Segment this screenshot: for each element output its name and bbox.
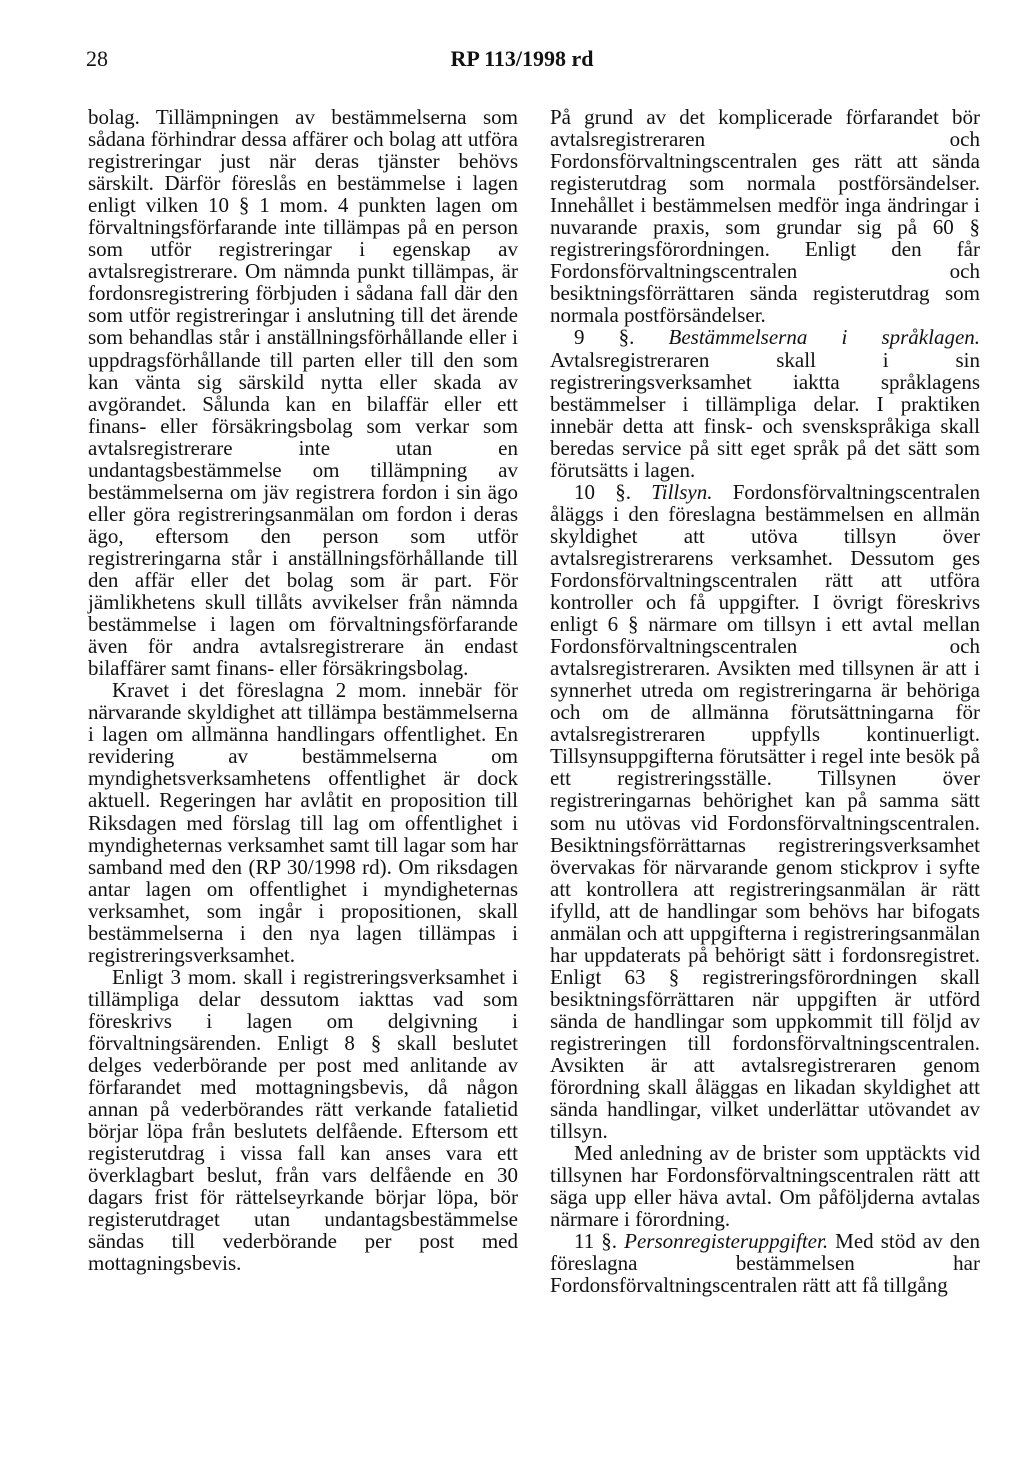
section-11-body: Med stöd av den föreslagna bestämmelsen har Fordonsförvaltningscentralen rätt att få tillgång: [550, 1229, 981, 1298]
left-paragraph-2: Kravet i det föreslagna 2 mom. innebär för närvarande skyldighet att tillämpa bestämmelserna i lagen om allmänna handlingars offentlighet. En revidering av bestämmelserna om myndighetsverksamhetens offentlighet är dock aktuell. Regeringen har avlåtit en proposition till Riksdagen med förslag till lag om offentlighet i myndigheternas verksamhet samt till lagar som har samband med den (RP 30/1998 rd). Om riksdagen antar lagen om offentlighet i myndigheternas verksamhet, som ingår i propositionen, skall bestämmelserna i den nya lagen tillämpas i registreringsverksamhet.: [88, 678, 518, 967]
section-10-body: Fordonsförvaltningscentralen åläggs i den föreslagna bestämmelsen en allmän skyldighet att utöva tillsyn över avtalsregistrerarens verksamhet. Dessutom ges Fordonsförvaltningscentralen rätt att utföra kontroller och få uppgifter. I övrigt föreskrivs enligt 6 § närmare om tillsyn i ett avtal mellan Fordonsförvaltningscentralen och avtalsregistreraren. Avsikten med tillsynen är att i synnerhet utreda om registreringarna är behöriga och om de allmänna förutsättningarna för avtalsregistreraren uppfylls kontinuerligt. Tillsynsuppgifterna förutsätter i regel inte besök på ett registreringsställe. Tillsynen över registreringarnas behörighet kan på samma sätt som nu utövas vid Fordonsförvaltningscentralen. Besiktningsförrättarnas registreringsverksamhet övervakas för närvarande genom stickprov i syfte att kontrollera att registreringsanmälan är rätt ifylld, att de handlingar som behövs har bifogats anmälan och att uppgifterna i registreringsanmälan har uppdaterats på behörigt sätt i fordonsregistret. Enligt 63 § registreringsförordningen skall besiktningsförrättaren när uppgiften är utförd sända de handlingar som uppkommit till följd av registreringen till fordonsförvaltningscentralen. Avsikten är att avtalsregistreraren genom förordning skall åläggas en likadan skyldighet att sända handlingar, vilket underlättar utövandet av tillsyn.: [550, 479, 981, 1144]
section-10-heading: Tillsyn.: [651, 479, 713, 504]
section-9-number: 9 §.: [574, 325, 635, 350]
left-column: [88, 106, 518, 1274]
section-11-paragraph: [550, 1230, 980, 1296]
right-column: [550, 106, 980, 1297]
right-paragraph-4: Med anledning av de brister som upptäckts vid tillsynen har Fordonsförvaltningscentralen rätt att säga upp eller häva avtal. Om påföljderna avtalas närmare i förordning.: [550, 1141, 980, 1232]
left-paragraph-1: bolag. Tillämpningen av bestämmelserna som sådana förhindrar dessa affärer och bolag att utföra registreringar just när deras tjänster behövs särskilt. Därför föreslås en bestämmelse i lagen enligt vilken 10 § 1 mom. 4 punkten lagen om förvaltningsförfarande inte tillämpas på en person som utför registreringar i egenskap av avtalsregistrerare. Om nämnda punkt tillämpas, är fordonsregistrering förbjuden i sådana fall där den som utför registreringar i anslutning till det ärende som behandlas står i anställningsförhållande eller i uppdragsförhållande till parten eller till den som kan vänta sig särskild nytta eller skada av avgörandet. Sålunda kan en bilaffär eller ett finans- eller försäkringsbolag som verkar som avtalsregistrerare inte utan en undantagsbestämmelse om tillämpning av bestämmelserna om jäv registrera fordon i sin ägo eller göra registreringsanmälan om fordon i deras ägo, eftersom den person som utför registreringarna står i anställningsförhållande till den affär eller det bolag som är part. För jämlikhetens skull tillåts avvikelser från nämnda bestämmelse i lagen om förvaltningsförfarande även för andra avtalsregistrerare än endast bilaffärer samt finans- eller försäkringsbolag.: [88, 105, 518, 681]
section-10-number: 10 §.: [574, 479, 631, 504]
section-9-body: Avtalsregistreraren skall i sin registreringsverksamhet iaktta språklagens bestämmelser i tillämpliga delar. I praktiken innebär detta att finsk- och svenskspråkiga skall beredas service på sitt eget språk på det sätt som förutsätts i lagen.: [550, 347, 980, 482]
section-10-paragraph: [550, 481, 980, 1142]
page-header: [86, 44, 958, 74]
left-paragraph-3: Enligt 3 mom. skall i registreringsverksamhet i tillämpliga delar dessutom iakttas vad som föreskrivs i lagen om delgivning i förvaltningsärenden. Enligt 8 § skall beslutet delges vederbörande per post med anlitande av förfarandet med mottagningsbevis, då någon annan på vederbörandes rätt verkande fatalietid börjar löpa från beslutets delfående. Eftersom ett registerutdrag i vissa fall kan anses vara ett överklagbart beslut, från vars delfående en 30 dagars frist för rättelseyrkande börjar löpa, bör registerutdraget utan undantagsbestämmelse sändas till vederbörande per post med mottagningsbevis.: [88, 964, 518, 1276]
section-11-heading: Personregisteruppgifter.: [624, 1229, 829, 1254]
page-number: 28: [86, 46, 108, 71]
section-9-paragraph: [550, 326, 980, 480]
document-title: RP 113/1998 rd: [450, 46, 594, 71]
section-11-number: 11 §.: [574, 1229, 618, 1254]
right-paragraph-1: På grund av det komplicerade förfarandet bör avtalsregistreraren och Fordonsförvaltningscentralen ges rätt att sända registerutdrag som normala postförsändelser. Innehållet i bestämmelsen medför inga ändringar i nuvarande praxis, som grundar sig på 60 § registreringsförordningen. Enligt den får Fordonsförvaltningscentralen och besiktningsförrättaren sända registerutdrag som normala postförsändelser.: [550, 105, 980, 328]
section-9-heading: Bestämmelserna i språklagen.: [668, 325, 981, 350]
